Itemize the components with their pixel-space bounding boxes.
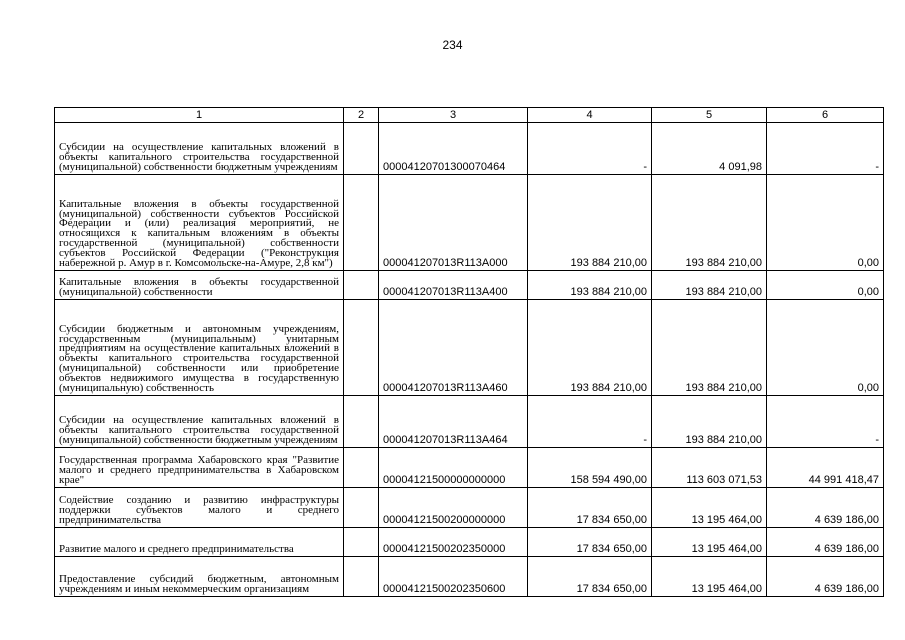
table-row (55, 557, 884, 597)
row-value-6: 0,00 (767, 271, 884, 300)
row-value-5: 193 884 210,00 (652, 300, 767, 396)
table-row (55, 300, 884, 396)
row-value-4: 193 884 210,00 (528, 175, 652, 271)
row-value-4: 17 834 650,00 (528, 528, 652, 557)
row-value-6: 4 639 186,00 (767, 488, 884, 528)
row-name: Содействие созданию и развитию инфраструктуры поддержки субъектов малого и среднего предпринимательства (55, 488, 344, 528)
row-name: Развитие малого и среднего предпринимательства (55, 528, 344, 557)
row-name: Субсидии бюджетным и автономным учреждениям, государственным (муниципальным) унитарным предприятиям на осуществление капитальных вложений в объекты капитального строительства государственной (муниципальной) собственности или приобретение объектов недвижимого имущества в государственную (муниципальную) собственность (55, 300, 344, 396)
column-header: 4 (528, 108, 652, 123)
row-code: 000041207013R113A464 (379, 396, 528, 448)
row-value-5: 193 884 210,00 (652, 396, 767, 448)
row-code: 00004121500200000000 (379, 488, 528, 528)
row-value-5: 13 195 464,00 (652, 488, 767, 528)
row-name: Субсидии на осуществление капитальных вложений в объекты капитального строительства государственной (муниципальной) собственности бюджетным учреждениям (55, 123, 344, 175)
table-row (55, 396, 884, 448)
row-value-4: 17 834 650,00 (528, 488, 652, 528)
column-header: 3 (379, 108, 528, 123)
row-col2 (344, 271, 379, 300)
row-value-4: 193 884 210,00 (528, 300, 652, 396)
row-value-6: - (767, 396, 884, 448)
row-value-6: 4 639 186,00 (767, 557, 884, 597)
table-row (55, 123, 884, 175)
row-code: 00004121500000000000 (379, 448, 528, 488)
row-name: Предоставление субсидий бюджетным, автономным учреждениям и иным некоммерческим организациям (55, 557, 344, 597)
table-row (55, 528, 884, 557)
row-code: 00004121500202350600 (379, 557, 528, 597)
row-code: 00004121500202350000 (379, 528, 528, 557)
row-value-6: 44 991 418,47 (767, 448, 884, 488)
row-col2 (344, 396, 379, 448)
row-value-5: 4 091,98 (652, 123, 767, 175)
row-value-6: - (767, 123, 884, 175)
row-value-5: 13 195 464,00 (652, 557, 767, 597)
row-value-4: 158 594 490,00 (528, 448, 652, 488)
column-header: 2 (344, 108, 379, 123)
row-value-4: 17 834 650,00 (528, 557, 652, 597)
row-value-5: 13 195 464,00 (652, 528, 767, 557)
table-row (55, 448, 884, 488)
column-header: 6 (767, 108, 884, 123)
row-value-4: 193 884 210,00 (528, 271, 652, 300)
row-value-5: 113 603 071,53 (652, 448, 767, 488)
row-code: 00004120701300070464 (379, 123, 528, 175)
column-header: 5 (652, 108, 767, 123)
row-col2 (344, 528, 379, 557)
budget-table (54, 107, 884, 597)
column-header: 1 (55, 108, 344, 123)
row-name: Капитальные вложения в объекты государственной (муниципальной) собственности (55, 271, 344, 300)
row-name: Капитальные вложения в объекты государственной (муниципальной) собственности субъектов Российской Федерации и (или) реализация мероприятий, не относящихся к капитальным вложениям в объекты государственной (муниципальной) собственности субъектов Российской Федерации ("Реконструкция набережной р. Амур в г. Комсомольске-на-Амуре, 2,8 км") (55, 175, 344, 271)
row-value-5: 193 884 210,00 (652, 175, 767, 271)
row-value-4: - (528, 396, 652, 448)
table-header-row (55, 108, 884, 123)
row-col2 (344, 488, 379, 528)
table-row (55, 175, 884, 271)
row-code: 000041207013R113A460 (379, 300, 528, 396)
row-name: Государственная программа Хабаровского края "Развитие малого и среднего предпринимательства в Хабаровском крае" (55, 448, 344, 488)
row-value-6: 4 639 186,00 (767, 528, 884, 557)
row-col2 (344, 557, 379, 597)
row-code: 000041207013R113A000 (379, 175, 528, 271)
row-col2 (344, 123, 379, 175)
row-code: 000041207013R113A400 (379, 271, 528, 300)
row-col2 (344, 300, 379, 396)
row-value-5: 193 884 210,00 (652, 271, 767, 300)
row-value-6: 0,00 (767, 300, 884, 396)
row-name: Субсидии на осуществление капитальных вложений в объекты капитального строительства государственной (муниципальной) собственности бюджетным учреждениям (55, 396, 344, 448)
table-row (55, 488, 884, 528)
table-row (55, 271, 884, 300)
row-value-6: 0,00 (767, 175, 884, 271)
row-value-4: - (528, 123, 652, 175)
row-col2 (344, 175, 379, 271)
page-number: 234 (442, 38, 463, 52)
row-col2 (344, 448, 379, 488)
